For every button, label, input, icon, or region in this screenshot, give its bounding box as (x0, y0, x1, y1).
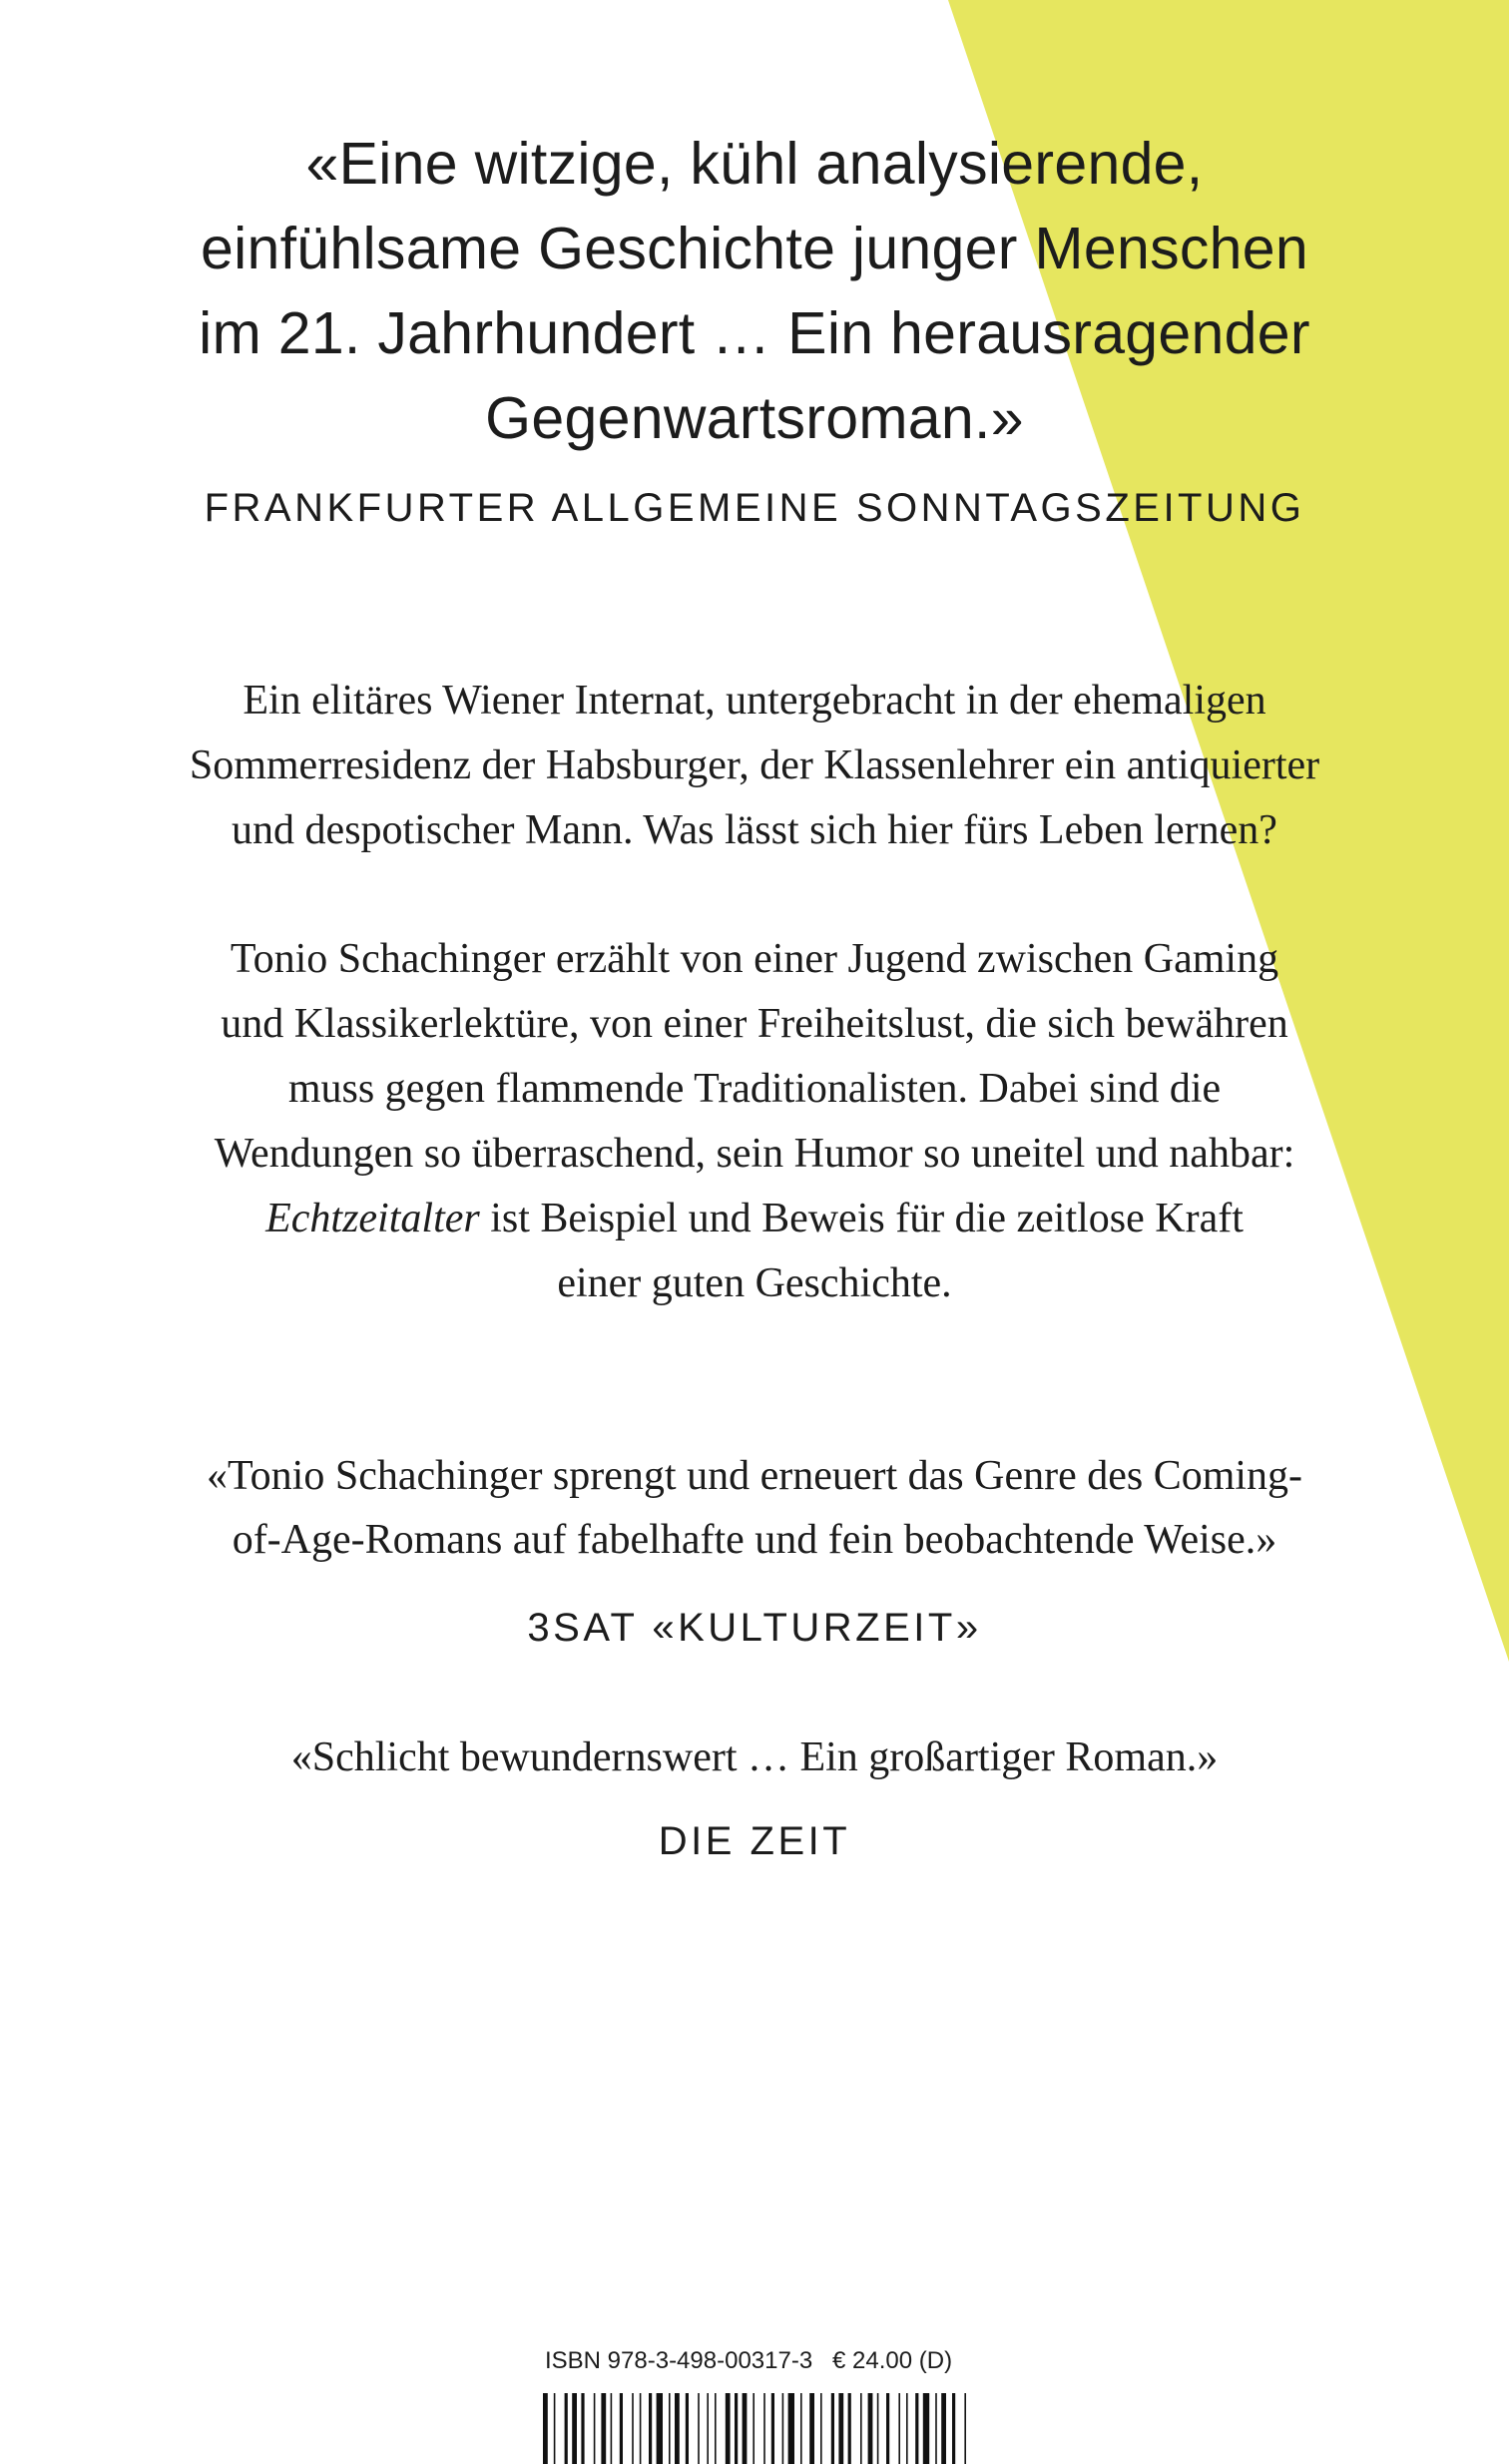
barcode-bar (860, 2393, 862, 2464)
price-label: € 24.00 (D) (832, 2347, 953, 2374)
blurb-p2-line-3: muss gegen flammende Traditionalisten. Dabei sind die (287, 1066, 1222, 1112)
book-title: Echtzeitalter (265, 1196, 480, 1241)
barcode-bar (554, 2393, 556, 2464)
barcode-bar (640, 2393, 642, 2464)
barcode-bar (800, 2393, 802, 2464)
quote-mid-line-2: of-Age-Romans auf fabelhafte und fein beobachtende Weise.» (232, 1517, 1277, 1563)
isbn-number: ISBN 978-3-498-00317-3 (545, 2347, 813, 2374)
barcode-bar (941, 2393, 946, 2464)
barcode-bar (632, 2393, 634, 2464)
barcode-bar (838, 2393, 843, 2464)
barcode-bar (657, 2393, 663, 2464)
blurb-p2-line-6: einer guten Geschichte. (557, 1260, 952, 1306)
barcode-bar (543, 2393, 548, 2464)
barcode-bar (788, 2393, 794, 2464)
blurb-p1-line-1: Ein elitäres Wiener Internat, untergebracht in der ehemaligen (243, 678, 1266, 724)
quote-bottom-text: «Schlicht bewundernswert … Ein großartiger Roman.» (290, 1734, 1219, 1780)
barcode-bar (906, 2393, 908, 2464)
barcode-bar (572, 2393, 577, 2464)
quote-top-line-2: einfühlsame Geschichte junger Menschen (200, 216, 1309, 281)
barcode-bar (735, 2393, 738, 2464)
quote-top-line-1: «Eine witzige, kühl analysierende, (305, 131, 1204, 197)
barcode-bar (831, 2393, 834, 2464)
blurb-p2-line-5-rest: ist Beispiel und Beweis für die zeitlose Kraft (479, 1196, 1244, 1241)
barcode-bar (594, 2393, 596, 2464)
barcode-bar (877, 2393, 879, 2464)
barcode-bar (698, 2393, 700, 2464)
quote-mid-source: 3SAT «KULTURZEIT» (527, 1606, 982, 1650)
barcode-bar (581, 2393, 584, 2464)
blurb-p2-line-2: und Klassikerlektüre, von einer Freiheitslust, die sich bewähren (221, 1001, 1288, 1047)
barcode-bar (848, 2393, 851, 2464)
blurb-p1-line-3: und despotischer Mann. Was lässt sich hier fürs Leben lernen? (232, 807, 1277, 853)
barcode-bar (601, 2393, 606, 2464)
barcode-bar (763, 2393, 765, 2464)
quote-top-line-4: Gegenwartsroman.» (485, 385, 1024, 451)
barcode-bar (915, 2393, 918, 2464)
barcode-bar (649, 2393, 652, 2464)
blurb-p2-line-4: Wendungen so überraschend, sein Humor so uneitel und nahbar: (214, 1131, 1295, 1177)
barcode-bar (669, 2393, 671, 2464)
isbn-barcode-block (539, 2333, 978, 2464)
quote-mid-line-1: «Tonio Schachinger sprengt und erneuert das Genre des Coming- (206, 1453, 1303, 1499)
barcode-bar (923, 2393, 929, 2464)
barcode-bar (771, 2393, 774, 2464)
quote-top-source: FRANKFURTER ALLGEMEINE SONNTAGSZEITUNG (204, 486, 1305, 530)
barcode-bar (809, 2393, 814, 2464)
blurb-p1-line-2: Sommerresidenz der Habsburger, der Klassenlehrer ein antiquierter (189, 742, 1320, 788)
barcode-bar (715, 2393, 717, 2464)
quote-bottom-source: DIE ZEIT (658, 1819, 851, 1863)
barcode-bar (820, 2393, 822, 2464)
quote-top-line-3: im 21. Jahrhundert … Ein herausragender (199, 300, 1310, 366)
barcode-bar (935, 2393, 937, 2464)
barcode-bar (868, 2393, 873, 2464)
blurb-p2-line-5 (0, 1195, 1509, 1242)
barcode (539, 2393, 978, 2464)
barcode-bar (707, 2393, 709, 2464)
barcode-bar (611, 2393, 613, 2464)
barcode-bar (898, 2393, 900, 2464)
barcode-bar (675, 2393, 680, 2464)
barcode-bar (782, 2393, 784, 2464)
barcode-bar (753, 2393, 754, 2464)
barcode-bar (565, 2393, 568, 2464)
barcode-bar (726, 2393, 731, 2464)
barcode-bar (686, 2393, 689, 2464)
barcode-bar (964, 2393, 966, 2464)
barcode-bar (952, 2393, 955, 2464)
barcode-bar (620, 2393, 623, 2464)
blurb-p2-line-1: Tonio Schachinger erzählt von einer Jugend zwischen Gaming (230, 936, 1279, 982)
barcode-bar (743, 2393, 748, 2464)
barcode-bar (886, 2393, 889, 2464)
